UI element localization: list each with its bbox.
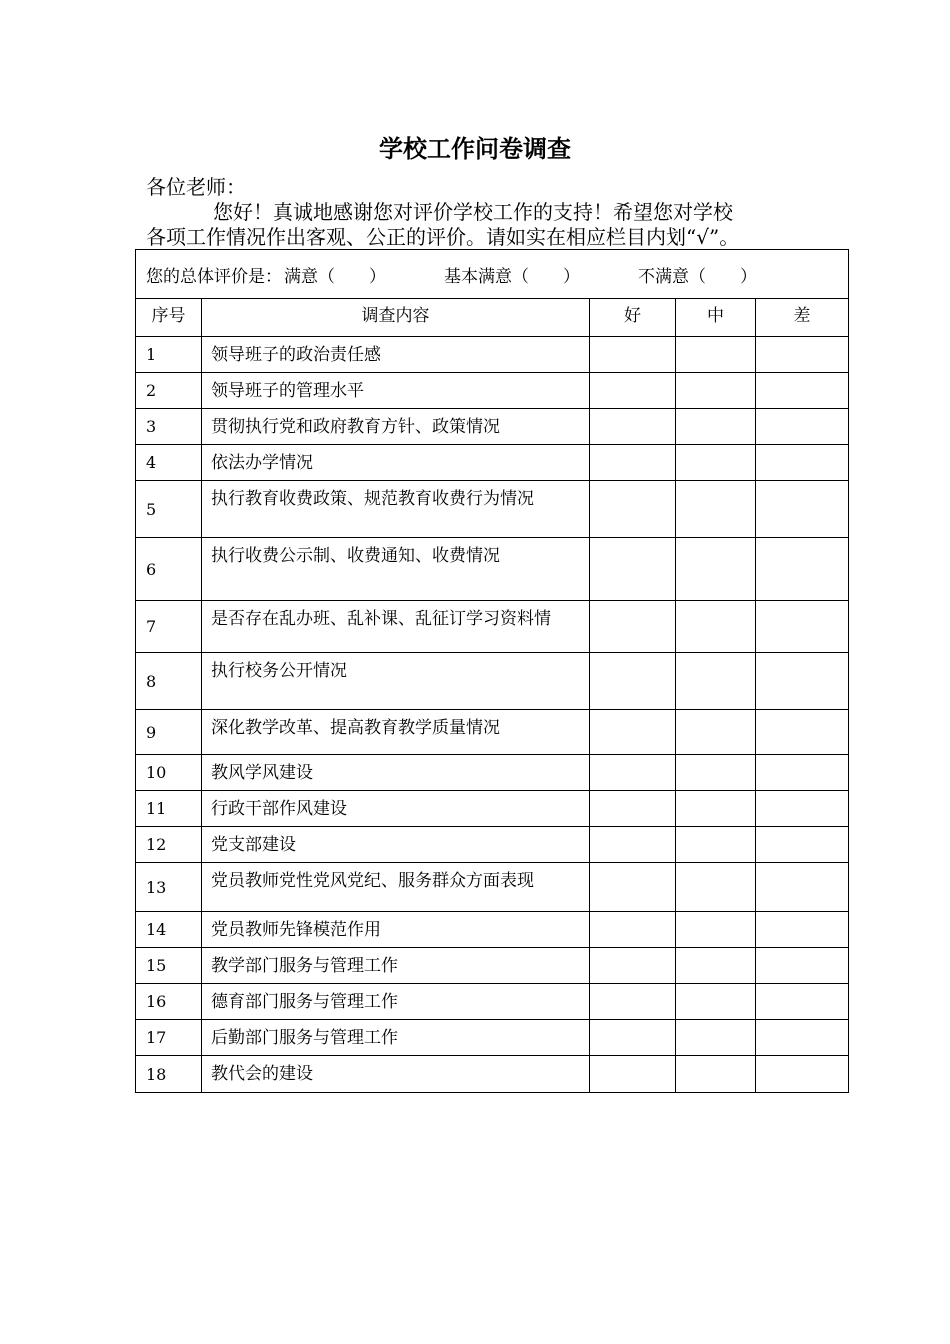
rating-cell-poor[interactable] (756, 912, 849, 948)
rating-cell-medium[interactable] (676, 912, 756, 948)
row-number: 6 (136, 538, 202, 601)
rating-cell-poor[interactable] (756, 653, 849, 710)
rating-cell-good[interactable] (590, 601, 676, 653)
table-row (136, 445, 849, 481)
row-number: 7 (136, 601, 202, 653)
row-number: 2 (136, 373, 202, 409)
overall-option-satisfied[interactable]: 满意（ ） (284, 266, 386, 287)
rating-cell-good[interactable] (590, 984, 676, 1020)
table-row (136, 791, 849, 827)
rating-cell-good[interactable] (590, 1020, 676, 1056)
row-number: 18 (136, 1056, 202, 1093)
row-number: 5 (136, 481, 202, 538)
rating-cell-medium[interactable] (676, 827, 756, 863)
row-item: 贯彻执行党和政府教育方针、政策情况 (202, 409, 590, 445)
rating-cell-poor[interactable] (756, 948, 849, 984)
rating-cell-good[interactable] (590, 445, 676, 481)
overall-cell (136, 250, 849, 299)
rating-cell-poor[interactable] (756, 863, 849, 912)
row-number: 13 (136, 863, 202, 912)
row-number: 11 (136, 791, 202, 827)
header-content: 调查内容 (202, 299, 590, 337)
row-number: 16 (136, 984, 202, 1020)
rating-cell-medium[interactable] (676, 653, 756, 710)
overall-row (136, 250, 849, 299)
table-row (136, 948, 849, 984)
survey-table (135, 249, 849, 1093)
row-item: 党员教师党性党风党纪、服务群众方面表现 (202, 863, 590, 912)
row-item: 执行收费公示制、收费通知、收费情况 (202, 538, 590, 601)
rating-cell-poor[interactable] (756, 538, 849, 601)
rating-cell-medium[interactable] (676, 791, 756, 827)
rating-cell-poor[interactable] (756, 601, 849, 653)
rating-cell-good[interactable] (590, 827, 676, 863)
header-row (136, 299, 849, 337)
row-item: 执行校务公开情况 (202, 653, 590, 710)
header-poor: 差 (756, 299, 849, 337)
rating-cell-poor[interactable] (756, 710, 849, 755)
rating-cell-medium[interactable] (676, 1056, 756, 1093)
rating-cell-medium[interactable] (676, 445, 756, 481)
row-item: 执行教育收费政策、规范教育收费行为情况 (202, 481, 590, 538)
rating-cell-poor[interactable] (756, 755, 849, 791)
rating-cell-poor[interactable] (756, 481, 849, 538)
table-row (136, 538, 849, 601)
row-number: 8 (136, 653, 202, 710)
rating-cell-poor[interactable] (756, 791, 849, 827)
rating-cell-good[interactable] (590, 409, 676, 445)
overall-option-basically-satisfied[interactable]: 基本满意（ ） (444, 266, 580, 287)
header-good: 好 (590, 299, 676, 337)
rating-cell-good[interactable] (590, 948, 676, 984)
rating-cell-good[interactable] (590, 337, 676, 373)
row-item: 领导班子的政治责任感 (202, 337, 590, 373)
rating-cell-good[interactable] (590, 863, 676, 912)
row-number: 17 (136, 1020, 202, 1056)
row-number: 4 (136, 445, 202, 481)
rating-cell-good[interactable] (590, 791, 676, 827)
rating-cell-poor[interactable] (756, 373, 849, 409)
rating-cell-good[interactable] (590, 755, 676, 791)
rating-cell-good[interactable] (590, 653, 676, 710)
table-row (136, 373, 849, 409)
rating-cell-good[interactable] (590, 1056, 676, 1093)
row-item: 党支部建设 (202, 827, 590, 863)
table-row (136, 984, 849, 1020)
document-title: 学校工作问卷调查 (379, 134, 571, 163)
row-item: 党员教师先锋模范作用 (202, 912, 590, 948)
table-row (136, 481, 849, 538)
rating-cell-medium[interactable] (676, 538, 756, 601)
row-item: 领导班子的管理水平 (202, 373, 590, 409)
rating-cell-poor[interactable] (756, 1020, 849, 1056)
rating-cell-poor[interactable] (756, 445, 849, 481)
table-row (136, 863, 849, 912)
row-item: 德育部门服务与管理工作 (202, 984, 590, 1020)
rating-cell-medium[interactable] (676, 409, 756, 445)
row-item: 深化教学改革、提高教育教学质量情况 (202, 710, 590, 755)
row-number: 9 (136, 710, 202, 755)
row-item: 是否存在乱办班、乱补课、乱征订学习资料情 (202, 601, 590, 653)
header-number: 序号 (136, 299, 202, 337)
rating-cell-medium[interactable] (676, 373, 756, 409)
rating-cell-poor[interactable] (756, 337, 849, 373)
row-item: 教代会的建设 (202, 1056, 590, 1093)
rating-cell-poor[interactable] (756, 409, 849, 445)
rating-cell-medium[interactable] (676, 1020, 756, 1056)
row-item: 依法办学情况 (202, 445, 590, 481)
rating-cell-medium[interactable] (676, 984, 756, 1020)
table-row (136, 337, 849, 373)
row-number: 14 (136, 912, 202, 948)
row-number: 15 (136, 948, 202, 984)
rating-cell-good[interactable] (590, 710, 676, 755)
row-item: 行政干部作风建设 (202, 791, 590, 827)
table-row (136, 1056, 849, 1093)
table-row (136, 601, 849, 653)
rating-cell-medium[interactable] (676, 601, 756, 653)
row-number: 12 (136, 827, 202, 863)
overall-option-unsatisfied[interactable]: 不满意（ ） (638, 266, 757, 287)
intro-line-1: 您好！真诚地感谢您对评价学校工作的支持！希望您对学校 (213, 200, 733, 224)
overall-label: 您的总体评价是： (146, 266, 282, 287)
table-row (136, 912, 849, 948)
greeting: 各位老师： (146, 175, 246, 199)
rating-cell-good[interactable] (590, 538, 676, 601)
table-row (136, 710, 849, 755)
row-number: 10 (136, 755, 202, 791)
rating-cell-poor[interactable] (756, 1056, 849, 1093)
header-medium: 中 (676, 299, 756, 337)
rating-cell-good[interactable] (590, 912, 676, 948)
rating-cell-medium[interactable] (676, 710, 756, 755)
table-row (136, 1020, 849, 1056)
table-row (136, 409, 849, 445)
rating-cell-medium[interactable] (676, 863, 756, 912)
row-item: 教风学风建设 (202, 755, 590, 791)
row-item: 后勤部门服务与管理工作 (202, 1020, 590, 1056)
table-row (136, 755, 849, 791)
table-row (136, 827, 849, 863)
rating-cell-medium[interactable] (676, 337, 756, 373)
row-number: 1 (136, 337, 202, 373)
intro-line-2: 各项工作情况作出客观、公正的评价。请如实在相应栏目内划“√”。 (146, 225, 740, 249)
rating-cell-medium[interactable] (676, 755, 756, 791)
row-item: 教学部门服务与管理工作 (202, 948, 590, 984)
rating-cell-medium[interactable] (676, 948, 756, 984)
rating-cell-good[interactable] (590, 481, 676, 538)
row-number: 3 (136, 409, 202, 445)
rating-cell-medium[interactable] (676, 481, 756, 538)
rating-cell-poor[interactable] (756, 827, 849, 863)
table-row (136, 653, 849, 710)
rating-cell-poor[interactable] (756, 984, 849, 1020)
rating-cell-good[interactable] (590, 373, 676, 409)
